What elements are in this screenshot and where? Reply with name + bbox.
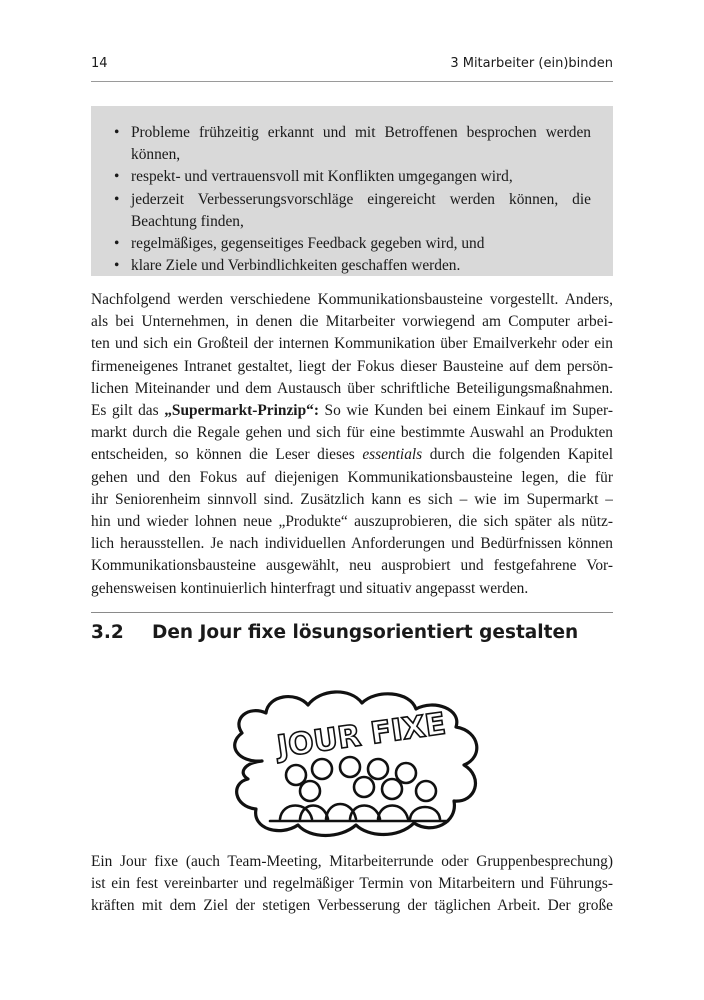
- text-line: markt durch die Regale gehen und sich für eine bestimmte Auswahl an Produkten: [91, 424, 613, 442]
- person-head: [368, 759, 388, 779]
- person-head: [286, 765, 306, 785]
- text-line: als bei Unternehmen, in denen die Mitarbeiter vorwiegend am Computer arbei-: [91, 313, 613, 331]
- bullet-icon: •: [114, 235, 120, 253]
- people-group: [270, 757, 448, 821]
- text-line: gehen und den Fokus auf diejenigen Kommunikationsbausteine legen, die für: [91, 468, 613, 486]
- header-rule: [91, 81, 613, 82]
- section-title: Den Jour fixe lösungsorientiert gestalten: [152, 622, 579, 643]
- person-body: [410, 807, 440, 819]
- text-line: firmeneigenes Intranet gestaltet, liegt der Fokus dieser Bausteine auf dem persön-: [91, 357, 613, 375]
- text-line: Es gilt das „Supermarkt-Prinzip“: So wie Kunden bei einem Einkauf im Super-: [91, 402, 613, 420]
- bullet-icon: •: [114, 168, 120, 186]
- list-item: • respekt- und vertrauensvoll mit Konflikten umgegangen wird,: [114, 166, 591, 188]
- text-line: Ein Jour fixe (auch Team-Meeting, Mitarbeiterrunde oder Gruppenbesprechung): [91, 853, 613, 870]
- text-line: kräften mit dem Ziel der stetigen Verbesserung der täglichen Arbeit. Der große: [91, 897, 613, 915]
- text-line: ist ein fest vereinbarter und regelmäßiger Termin von Mitarbeitern und Führungs-: [91, 875, 613, 893]
- person-head: [312, 759, 332, 779]
- page-number: 14: [91, 56, 108, 71]
- text-line: ihr Seniorenheim sinnvoll sind. Zusätzlich kann es sich – wie im Supermarkt –: [91, 490, 613, 508]
- bullet-icon: •: [114, 124, 120, 141]
- person-head: [416, 781, 436, 801]
- bullet-list: [91, 106, 613, 277]
- person-head: [354, 777, 374, 797]
- text-line: entscheiden, so können die Leser dieses essentials durch die folgenden Kapitel: [91, 446, 613, 464]
- text-line: lichen Miteinander und dem Austausch über schriftliche Beteiligungsmaßnahmen.: [91, 379, 613, 397]
- section-number: 3.2: [91, 622, 124, 643]
- running-header: [91, 56, 613, 76]
- chapter-title: 3 Mitarbeiter (ein)binden: [450, 56, 613, 71]
- paragraph-jour-fixe: [91, 851, 613, 918]
- list-item: • regelmäßiges, gegenseitiges Feedback gegeben wird, und: [114, 233, 591, 255]
- text-line: ten und sich ein Großteil der internen Kommunikation über Emailverkehr oder ein: [91, 335, 613, 353]
- text-line: lich herausstellen. Je nach individuellen Anforderungen und Bedürfnissen können: [91, 535, 613, 553]
- jour-fixe-illustration: [218, 683, 490, 843]
- jour-fixe-label: JOUR FIXE: [274, 706, 448, 765]
- section-rule: [91, 612, 613, 613]
- text-line: hin und wieder lohnen neue „Produkte“ auszuprobieren, die sich später als nütz-: [91, 513, 613, 531]
- person-head: [382, 779, 402, 799]
- person-head: [300, 781, 320, 801]
- list-item: • Probleme frühzeitig erkannt und mit Betroffenen besprochen werden können,: [114, 124, 591, 164]
- person-head: [340, 757, 360, 777]
- text-line: Kommunikationsbausteine ausgewählt, neu ausprobiert und festgefahrene Vor-: [91, 557, 613, 575]
- bullet-box: [91, 106, 613, 276]
- person-head: [396, 763, 416, 783]
- bullet-icon: •: [114, 190, 120, 208]
- text-line: gehensweisen kontinuierlich hinterfragt und situativ angepasst werden.: [91, 579, 529, 597]
- list-item: • jederzeit Verbesserungsvorschläge eingereicht werden können, die Beachtung finden,: [114, 190, 591, 230]
- list-item: • klare Ziele und Verbindlichkeiten geschaffen werden.: [114, 255, 591, 277]
- person-body: [378, 806, 408, 820]
- paragraph-supermarket: [91, 289, 613, 600]
- bold-term: „Supermarkt-Prinzip“:: [164, 402, 319, 420]
- bullet-icon: •: [114, 257, 120, 275]
- text-line: Nachfolgend werden verschiedene Kommunikationsbausteine vorgestellt. Anders,: [91, 291, 613, 308]
- italic-term: essentials: [362, 446, 423, 464]
